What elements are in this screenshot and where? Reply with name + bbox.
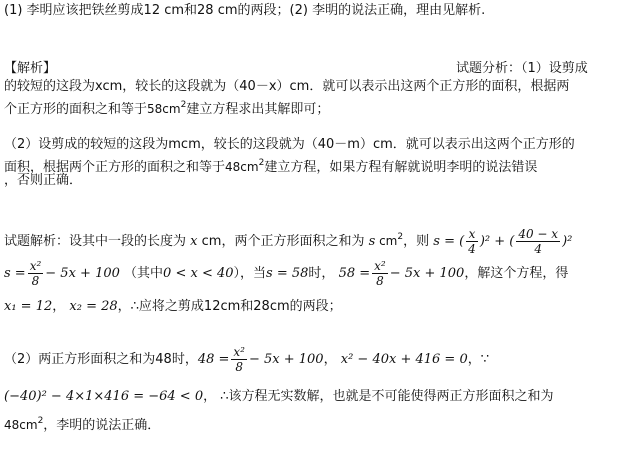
solution-l2-eq-frac (372, 259, 388, 288)
solution-l2-frac-den: 8 (31, 274, 40, 288)
solution-l2-frac-num: x² (29, 259, 42, 273)
solution-l5-disc: (−40)² − 4×1×416 = −64 < 0 (4, 389, 204, 404)
solution-l5-text: ∴该方程无实数解，也就是不可能使得两正方形面积之和为 (220, 389, 554, 404)
solution-x1: x₁ = 12 (4, 299, 53, 314)
solution-l1-mid: )² + ( (479, 234, 515, 249)
solution-l2-b: ），当 (233, 266, 267, 281)
solution-l4-a: （2）两正方形面积之和为48时， (4, 352, 198, 367)
solution-l2-range: 0 < x < 40 (163, 266, 234, 281)
analysis-title-right: 试题分析：（1）设剪成 (456, 61, 588, 76)
analysis-p1-line2 (4, 96, 329, 119)
solution-l6-text: ，李明的说法正确． (43, 418, 161, 433)
analysis-p2-line2 (4, 154, 537, 177)
solution-l1-frac1 (466, 227, 478, 256)
solution-l2-eq-rest: − 5x + 100 (389, 266, 465, 281)
solution-l2-cond: s = 58 (266, 266, 309, 281)
solution-l1-a: 试题解析：设其中一段的长度为 (4, 234, 187, 249)
solution-line6 (4, 412, 160, 435)
analysis-p1-line2-b: 建立方程求出其解即可； (186, 102, 330, 117)
analysis-p2-line2-b: 建立方程，如果方程有解就说明李明的说法错误 (264, 160, 538, 175)
solution-l1-frac2-den: 4 (534, 242, 543, 256)
analysis-p1-area: 58cm (147, 102, 181, 116)
solution-l4-frac-den: 8 (235, 360, 244, 374)
solution-l3-sep: ， (52, 299, 66, 314)
solution-l4-eq-lhs: 48 = (197, 352, 230, 367)
solution-l1-c: cm (375, 234, 398, 248)
analysis-p2-line2-a: 面积，根据两个正方形的面积之和等于 (4, 160, 226, 175)
solution-x2: x₂ = 28 (69, 299, 118, 314)
solution-l2-eq-frac-num: x² (374, 259, 386, 273)
solution-l2-eq-frac-den: 8 (376, 274, 384, 288)
solution-l6-sup: 2 (37, 416, 44, 426)
solution-l2-c: 时， (308, 266, 335, 281)
solution-line1 (4, 222, 572, 257)
analysis-p1-line1: 的较短的这段为xcm，较长的这段就为（40－x）cm．就可以表示出这两个正方形的面积，根据两 (4, 79, 570, 94)
solution-l4-frac (231, 345, 247, 374)
analysis-p1-line2-a: 个正方形的面积之和等于 (4, 102, 148, 117)
solution-l1-x: x (190, 234, 198, 249)
solution-l4-frac-num: x² (233, 345, 245, 359)
analysis-p2-area: 48cm (225, 160, 259, 174)
solution-l1-frac2 (516, 227, 560, 256)
solution-l2-d: ，解这个方程，得 (464, 266, 569, 281)
solution-l4-eq-rest: − 5x + 100 (248, 352, 324, 367)
solution-l1-lhs: s = ( (433, 234, 465, 249)
solution-line5 (4, 388, 554, 406)
solution-l1-frac1-den: 4 (468, 242, 476, 256)
solution-l1-end: )² (562, 234, 573, 249)
solution-line4 (4, 344, 489, 376)
solution-l5-sep: ， (203, 389, 217, 404)
solution-l2-frac (28, 259, 44, 288)
solution-l1-b: cm，两个正方形面积之和为 (197, 234, 365, 249)
solution-l1-frac2-num: 40 − x (518, 227, 559, 241)
solution-l6-num: 48cm (4, 418, 38, 432)
solution-l4-tail: ，∵ (467, 352, 490, 367)
solution-l4-sep: ， (323, 352, 337, 367)
solution-l1-d: ，则 (403, 234, 430, 249)
answer-line: (1) 李明应该把铁丝剪成12 cm和28 cm的两段；(2) 李明的说法正确，理由见解析. (4, 3, 486, 18)
solution-l2-a: （其中 (124, 266, 164, 281)
solution-l2-rest: − 5x + 100 (45, 266, 120, 281)
solution-l1-s: s (368, 234, 376, 249)
solution-line2 (4, 258, 568, 290)
analysis-p2-line3: ，否则正确． (4, 173, 83, 188)
analysis-heading: 【解析】 (4, 61, 57, 76)
analysis-p2-area-sup: 2 (258, 158, 265, 168)
analysis-p2-line1: （2）设剪成的较短的这段为mcm，较长的这段就为（40－m）cm．就可以表示出这两个正方形的 (4, 137, 575, 152)
analysis-p1-area-sup: 2 (180, 100, 187, 110)
solution-l1-c-sup: 2 (397, 232, 404, 242)
solution-line3 (4, 298, 342, 316)
solution-l1-frac1-num: x (466, 227, 478, 242)
solution-l2-lhs: s = (4, 266, 26, 281)
solution-l2-eq-lhs: 58 = (338, 266, 371, 281)
solution-l3-tail: ，∴应将之剪成12cm和28cm的两段； (117, 299, 342, 314)
solution-l4-eq2: x² − 40x + 416 = 0 (340, 352, 468, 367)
